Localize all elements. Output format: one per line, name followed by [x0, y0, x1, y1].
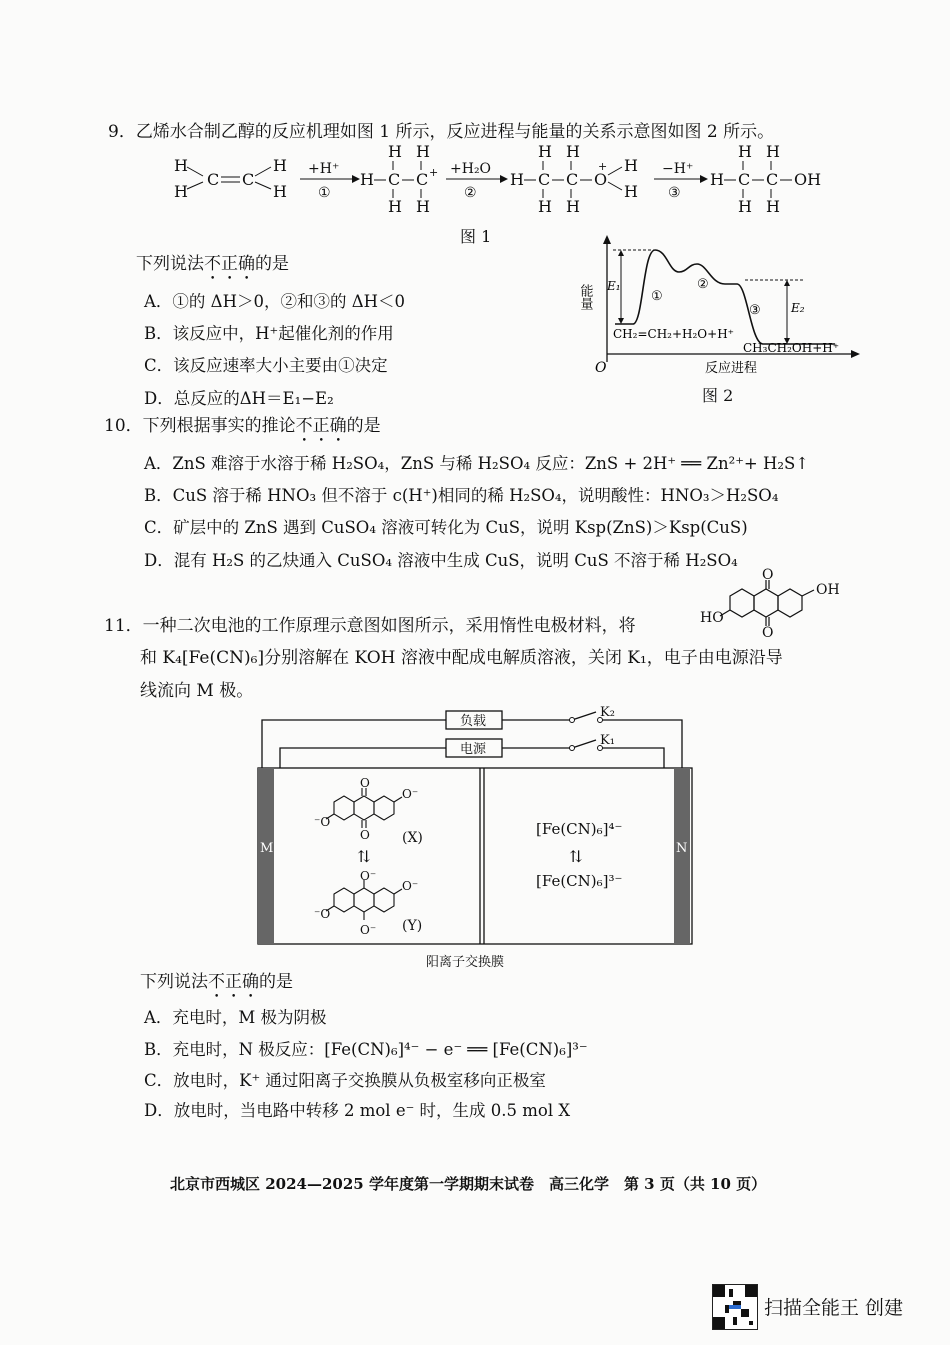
svg-text:O⁻: O⁻: [402, 879, 419, 893]
svg-text:O: O: [762, 625, 774, 641]
svg-text:H: H: [624, 182, 638, 201]
q9-step3-label: ③: [668, 185, 681, 201]
svg-text:O⁻: O⁻: [360, 923, 377, 937]
q9-prompt-emphasis: 不正确: [204, 254, 255, 274]
q9-option-c: C．该反应速率大小主要由①决定: [144, 356, 388, 375]
svg-text:H: H: [566, 197, 580, 216]
svg-text:C: C: [766, 170, 779, 189]
svg-text:③: ③: [749, 303, 761, 318]
svg-text:H: H: [710, 170, 724, 189]
electrode-n-label: N: [676, 841, 688, 856]
svg-text:O: O: [360, 776, 370, 790]
svg-text:H: H: [174, 182, 188, 201]
ferrocyanide-label: [Fe(CN)₆]⁴⁻: [536, 820, 623, 838]
svg-text:H: H: [273, 156, 287, 175]
svg-text:+: +: [598, 160, 608, 173]
svg-text:⇅: ⇅: [569, 847, 583, 866]
svg-text:C: C: [566, 170, 579, 189]
svg-text:H: H: [174, 156, 188, 175]
svg-text:+: +: [429, 166, 439, 179]
q9-fig1-caption: 图 1: [460, 227, 492, 246]
scanner-watermark: 扫描全能王 创建: [764, 1297, 904, 1319]
q9-stem: [108, 117, 774, 142]
svg-text:H: H: [416, 197, 430, 216]
qr-code-icon: [712, 1284, 758, 1330]
svg-text:H: H: [360, 170, 374, 189]
svg-text:⁻O: ⁻O: [314, 907, 331, 921]
svg-text:C: C: [538, 170, 551, 189]
svg-text:OH: OH: [794, 170, 822, 189]
switch-k1-label: K₁: [600, 733, 615, 748]
q9-text: 乙烯水合制乙醇的反应机理如图 1 所示，反应进程与能量的关系示意图如图 2 所示。: [135, 122, 775, 142]
svg-text:O: O: [360, 828, 370, 842]
q9-figure2-energy-diagram: [577, 232, 865, 382]
fig2-xlabel: 反应进程: [705, 361, 758, 376]
q11-option-d: D．放电时，当电路中转移 2 mol e⁻ 时，生成 0.5 mol X: [144, 1101, 571, 1120]
q11-option-a: A．充电时，M 极为阴极: [144, 1008, 327, 1027]
svg-text:O⁻: O⁻: [360, 869, 377, 883]
q10-number: 10．: [104, 416, 143, 436]
membrane-label: 阳离子交换膜: [426, 955, 505, 970]
q11-prompt-end: 的是: [259, 972, 293, 992]
svg-text:H: H: [738, 197, 752, 216]
q10-option-a: A．ZnS 难溶于水溶于稀 H₂SO₄，ZnS 与稀 H₂SO₄ 反应：ZnS + 2H⁺ ══ Zn²⁺+ H₂S↑: [144, 454, 810, 473]
q9-step1-reagent: +H⁺: [308, 161, 340, 177]
q11-option-c: C．放电时，K⁺ 通过阳离子交换膜从负极室移向正极室: [144, 1071, 546, 1090]
svg-text:H: H: [738, 142, 752, 161]
q10-stem-end: 的是: [346, 416, 381, 436]
svg-text:H: H: [273, 182, 287, 201]
q9-prompt: [136, 249, 289, 284]
q11-prompt-emphasis: 不正确: [208, 972, 259, 992]
q10-option-d: D．混有 H₂S 的乙炔通入 CuSO₄ 溶液中生成 CuS，说明 CuS 不溶于稀 H₂SO₄: [144, 551, 738, 570]
svg-text:C: C: [738, 170, 751, 189]
q11-prompt-text: 下列说法: [140, 972, 208, 992]
q11-prompt: [140, 967, 293, 1002]
q9-prompt-end: 的是: [255, 254, 289, 274]
q11-stem-line1: [104, 611, 636, 636]
fig2-ylabel: 能量: [577, 284, 593, 310]
fig2-e1: E₁: [607, 279, 621, 293]
q11-battery-diagram: [250, 702, 700, 972]
q10-stem-emphasis: 不正确: [295, 416, 347, 436]
svg-text:H: H: [566, 142, 580, 161]
q9-step3-reagent: −H⁺: [662, 161, 694, 177]
svg-text:⁻O: ⁻O: [314, 815, 331, 829]
svg-text:H: H: [766, 142, 780, 161]
q9-prompt-text: 下列说法: [136, 254, 204, 274]
svg-text:O: O: [762, 567, 774, 583]
svg-text:O⁻: O⁻: [402, 787, 419, 801]
svg-text:H: H: [510, 170, 524, 189]
svg-text:OH: OH: [816, 582, 840, 598]
q9-step1-label: ①: [318, 185, 331, 201]
battery-load-label: 负载: [460, 714, 487, 729]
svg-text:HO: HO: [700, 610, 724, 626]
svg-text:H: H: [388, 142, 402, 161]
svg-text:①: ①: [651, 289, 663, 304]
svg-text:H: H: [538, 142, 552, 161]
q9-step2-label: ②: [464, 185, 477, 201]
q11-number: 11．: [104, 616, 143, 636]
molecule-x-label: (X): [402, 830, 423, 846]
svg-text:C: C: [416, 170, 429, 189]
ferricyanide-label: [Fe(CN)₆]³⁻: [536, 872, 623, 890]
switch-k2-label: K₂: [600, 705, 615, 720]
q9-step2-reagent: +H₂O: [450, 161, 492, 177]
svg-text:②: ②: [697, 277, 709, 292]
q11-stem-line2: 和 K₄[Fe(CN)₆]分别溶解在 KOH 溶液中配成电解质溶液，关闭 K₁，电子由电源沿导: [140, 648, 783, 668]
svg-text:H: H: [388, 197, 402, 216]
q11-inline-molecule: [700, 567, 850, 641]
q11-line1-text: 一种二次电池的工作原理示意图如图所示，采用惰性电极材料，将: [142, 616, 636, 636]
electrode-m-label: M: [260, 841, 274, 856]
svg-text:C: C: [242, 170, 255, 189]
battery-power-label: 电源: [460, 742, 487, 757]
fig2-e2: E₂: [791, 301, 805, 315]
svg-text:C: C: [207, 170, 220, 189]
svg-text:H: H: [624, 156, 638, 175]
fig2-product: CH₃CH₂OH+H⁺: [743, 341, 840, 355]
fig2-origin: O: [595, 360, 607, 376]
svg-text:H: H: [538, 197, 552, 216]
q9-number: 9．: [108, 122, 136, 142]
q9-figure1-mechanism: [160, 140, 840, 220]
fig2-reactant: CH₂=CH₂+H₂O+H⁺: [613, 327, 734, 341]
svg-text:O: O: [594, 170, 608, 189]
svg-text:C: C: [388, 170, 401, 189]
q11-option-b: B．充电时，N 极反应：[Fe(CN)₆]⁴⁻ − e⁻ ══ [Fe(CN)₆]³⁻: [144, 1040, 588, 1059]
q9-option-d: D．总反应的ΔH＝E₁−E₂: [144, 389, 334, 408]
page-footer: 北京市西城区 2024—2025 学年度第一学期期末试卷 高三化学 第 3 页（共 10 页）: [170, 1175, 767, 1193]
q10-option-b: B．CuS 溶于稀 HNO₃ 但不溶于 c(H⁺)相同的稀 H₂SO₄，说明酸性：HNO₃＞H₂SO₄: [144, 486, 779, 505]
q10-stem: [104, 411, 381, 446]
q11-stem-line3: 线流向 M 极。: [140, 681, 254, 701]
molecule-y-label: (Y): [402, 918, 423, 934]
q9-fig2-caption: 图 2: [702, 386, 734, 405]
svg-text:⇅: ⇅: [357, 847, 371, 866]
svg-text:H: H: [416, 142, 430, 161]
svg-text:H: H: [766, 197, 780, 216]
q9-option-a: A．①的 ΔH＞0，②和③的 ΔH＜0: [144, 292, 406, 311]
q10-option-c: C．矿层中的 ZnS 遇到 CuSO₄ 溶液可转化为 CuS，说明 Ksp(ZnS)＞Ksp(CuS): [144, 518, 748, 537]
q10-stem-text: 下列根据事实的推论: [142, 416, 296, 436]
q9-option-b: B．该反应中，H⁺起催化剂的作用: [144, 324, 394, 343]
